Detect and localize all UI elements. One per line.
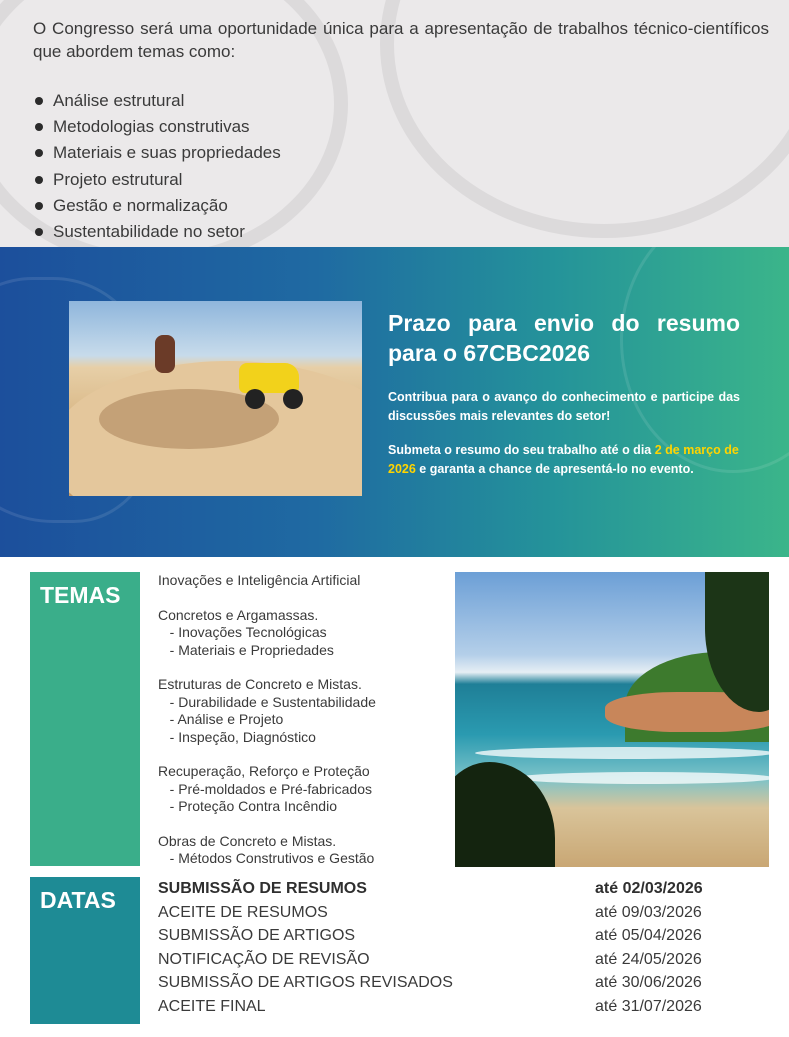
banner-title: Prazo para envio do resumo para o 67CBC2026 xyxy=(388,310,740,366)
tema-line: - Pré-moldados e Pré-fabricados xyxy=(158,780,372,797)
topic-label: Gestão e normalização xyxy=(53,195,228,215)
temas-label: TEMAS xyxy=(40,582,121,608)
bullet-icon xyxy=(35,202,43,210)
date-value: até 05/04/2026 xyxy=(595,927,702,944)
wave-foam xyxy=(515,772,769,784)
list-item xyxy=(33,193,281,219)
table-row xyxy=(158,877,718,901)
list-item xyxy=(33,167,281,193)
bullet-icon xyxy=(35,228,43,236)
table-row xyxy=(158,948,718,972)
passenger xyxy=(155,335,175,373)
topic-list xyxy=(33,88,281,245)
tema-line xyxy=(158,589,448,606)
topic-label: Sustentabilidade no setor xyxy=(53,222,245,242)
date-value: até 02/03/2026 xyxy=(595,880,703,897)
date-value: até 09/03/2026 xyxy=(595,903,702,921)
intro-text: O Congresso será uma oportunidade única para a apresentação de trabalhos técnico-científicos que abordem temas como: xyxy=(33,19,769,61)
list-item xyxy=(33,140,281,166)
table-row xyxy=(158,901,718,925)
table-row xyxy=(158,995,718,1019)
table-row xyxy=(158,971,718,995)
topic-label: Análise estrutural xyxy=(53,91,185,110)
tema-line: Obras de Concreto e Mistas. xyxy=(158,832,337,849)
intro-section xyxy=(0,0,789,247)
tema-line: Recuperação, Reforço e Proteção xyxy=(158,763,370,780)
date-label: SUBMISSÃO DE ARTIGOS xyxy=(158,927,356,944)
bullet-icon xyxy=(35,123,43,131)
bullet-icon xyxy=(35,97,43,105)
tema-line: - Inovações Tecnológicas xyxy=(158,624,327,641)
date-label: SUBMISSÃO DE RESUMOS xyxy=(158,880,367,897)
bullet-icon xyxy=(35,176,43,184)
beach-photo xyxy=(455,572,769,867)
date-label: NOTIFICAÇÃO DE REVISÃO xyxy=(158,950,370,968)
tema-line: - Inspeção, Diagnóstico xyxy=(158,728,316,745)
datas-label: DATAS xyxy=(40,887,116,913)
buggy-wheel xyxy=(245,389,265,409)
tema-line: - Durabilidade e Sustentabilidade xyxy=(158,693,376,710)
bullet-icon xyxy=(35,149,43,157)
datas-label-box xyxy=(30,877,140,1024)
tema-line: - Métodos Construtivos e Gestão xyxy=(158,850,375,867)
list-item xyxy=(33,88,281,114)
date-value: até 24/05/2026 xyxy=(595,950,702,968)
temas-label-box xyxy=(30,572,140,866)
tema-line xyxy=(158,659,448,676)
dune-buggy-photo xyxy=(69,301,362,496)
tema-line xyxy=(158,815,448,832)
tema-line: Inovações e Inteligência Artificial xyxy=(158,572,361,588)
wave-foam xyxy=(475,747,769,759)
banner-text: Contribua para o avanço do conhecimento e participe das discussões mais relevantes do setor! xyxy=(388,390,740,423)
list-item xyxy=(33,219,281,245)
deadline-date-highlight: 2 de março de 2026 xyxy=(388,443,739,476)
deadline-text-part: Submeta o resumo do seu trabalho até o dia xyxy=(388,443,655,457)
banner-deadline-text xyxy=(388,441,740,479)
tema-line: - Proteção Contra Incêndio xyxy=(158,798,337,815)
deadline-text-part: e garanta a chance de apresentá-lo no evento. xyxy=(415,462,694,476)
date-label: SUBMISSÃO DE ARTIGOS REVISADOS xyxy=(158,974,453,991)
tema-line: - Materiais e Propriedades xyxy=(158,641,334,658)
topic-label: Projeto estrutural xyxy=(53,169,183,189)
datas-table xyxy=(158,877,718,1018)
tema-line: Estruturas de Concreto e Mistas. xyxy=(158,676,362,693)
date-label: ACEITE FINAL xyxy=(158,997,266,1015)
date-value: até 30/06/2026 xyxy=(595,974,702,991)
temas-list xyxy=(158,572,448,868)
buggy-wheel xyxy=(283,389,303,409)
tema-line: - Análise e Projeto xyxy=(158,711,284,728)
topic-label: Materiais e suas propriedades xyxy=(53,143,281,163)
topic-label: Metodologias construtivas xyxy=(53,117,250,137)
date-label: ACEITE DE RESUMOS xyxy=(158,903,328,921)
table-row xyxy=(158,924,718,948)
tema-line xyxy=(158,746,448,763)
date-value: até 31/07/2026 xyxy=(595,997,702,1015)
tema-line: Concretos e Argamassas. xyxy=(158,606,319,623)
list-item xyxy=(33,114,281,140)
